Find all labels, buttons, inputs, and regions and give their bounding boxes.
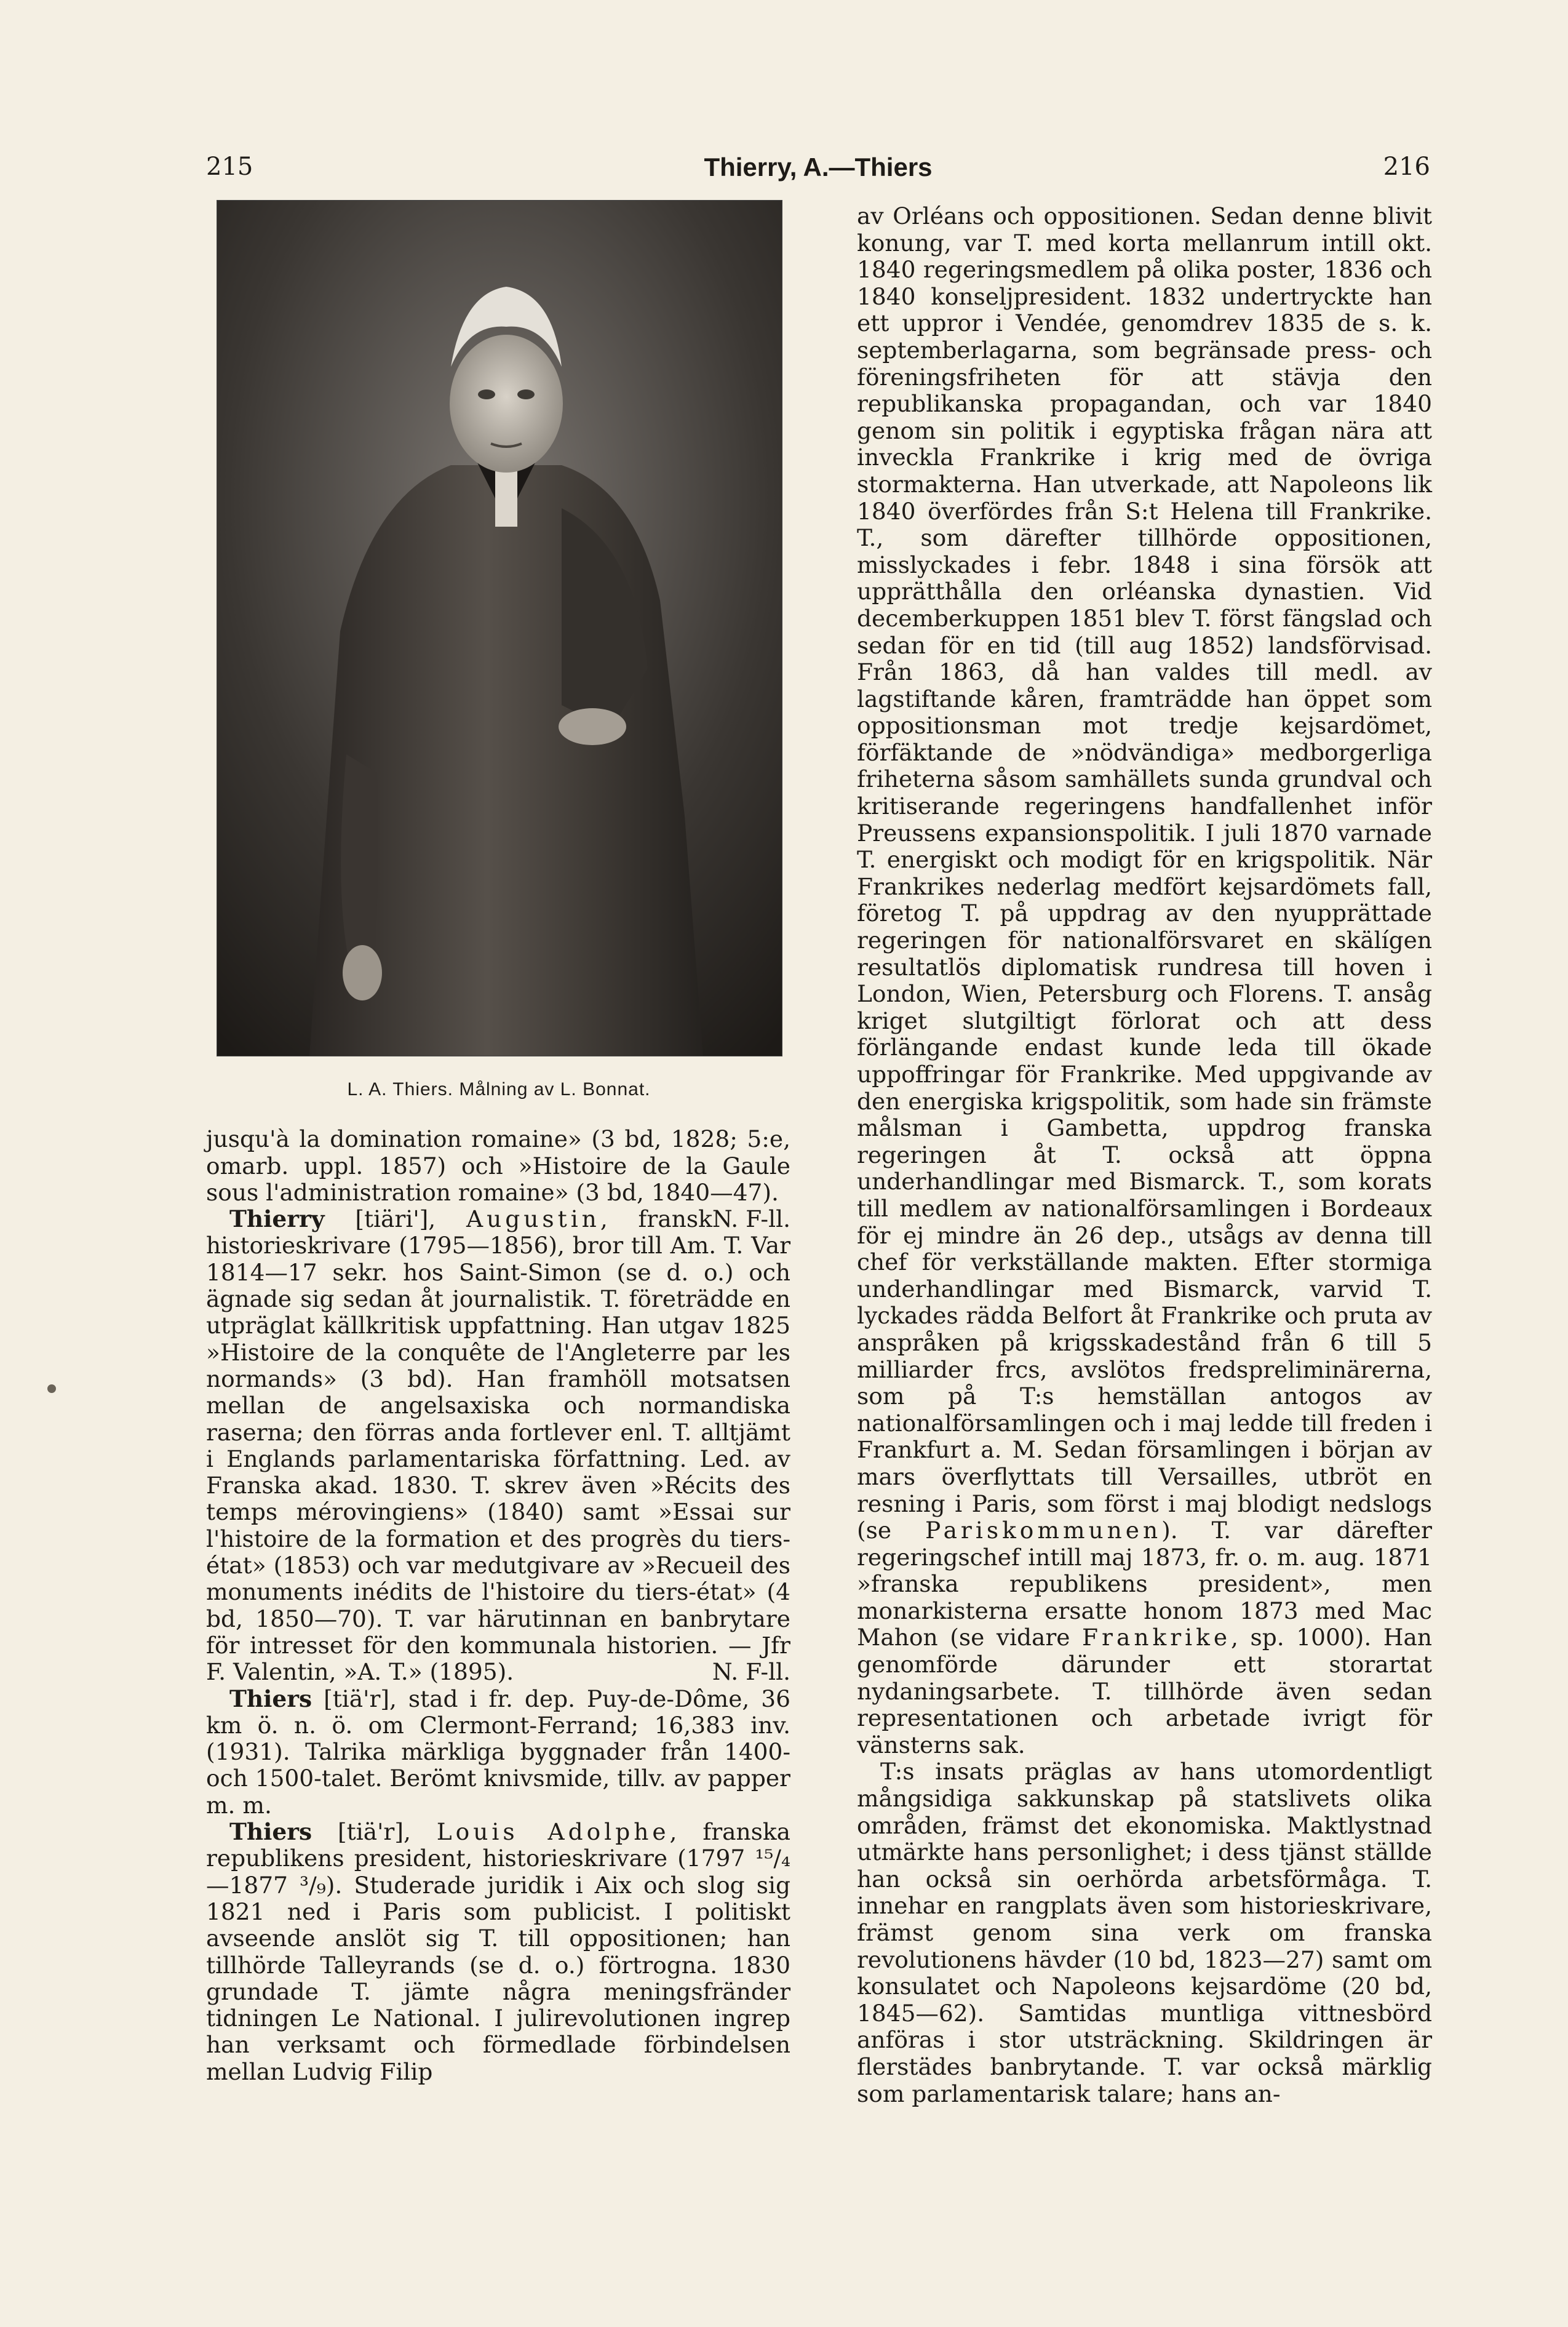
signature: N. F-ll.	[712, 1205, 790, 1233]
right-column	[857, 203, 1432, 2107]
margin-dot	[47, 1384, 56, 1393]
paragraph-text: ). T. var därefter regeringschef intill maj 1873, fr. o. m. aug. 1871 »franska republikens president», men monarkisterna ersatte honom 1873 med Mac Mahon (se vidare	[857, 1517, 1432, 1651]
headword: Thiers	[229, 1685, 312, 1712]
left-column	[206, 200, 790, 2085]
entry-text: , franska republikens president, historieskrivare (1797 ¹⁵/₄—1877 ³/₉). Studerade juridik i Aix och slog sig 1821 ned i Paris som publicist. I politiskt avseende anslöt sig T. till oppositionen; han tillhörde Talleyrands (se d. o.) förtrogna. 1830 grundade T. jämte några meningsfränder tidningen Le National. I julirevolutionen ingrep han verksamt och förmedlade förbindelsen mellan Ludvig Filip	[206, 1818, 790, 2085]
page-header	[206, 153, 1430, 190]
figure-caption: L. A. Thiers. Målning av L. Bonnat.	[347, 1079, 651, 1100]
paragraph: T:s insats präglas av hans utomordentligt mångsidiga sakkunskap på statslivets olika områden, främst det ekonomiska. Maktlystnad utmärkte hans personlighet; i dess tjänst ställde han också sin oerhörda arbetsförmåga. T. innehar en rangplats även som historieskrivare, främst genom sina verk om franska revolutionens hävder (10 bd, 1823—27) samt om konsulatet och Napoleons kejsardöme (20 bd, 1845—62). Samtidas muntliga vittnesbörd anföras i stor utsträckning. Skildringen är flerstädes banbrytande. T. var också märklig som parlamentarisk talare; hans an-	[857, 1758, 1432, 2107]
running-head: Thierry, A.—Thiers	[704, 153, 933, 182]
portrait-figure	[217, 200, 781, 1103]
paragraph-text: jusqu'à la domination romaine» (3 bd, 1828; 5:e, omarb. uppl. 1857) och »Histoire de la Gaule sous l'administration romaine» (3 bd, 1840—47).	[206, 1125, 790, 1206]
portrait-image	[217, 200, 782, 1056]
entry-text: , fransk historieskrivare (1795—1856), bror till Am. T. Var 1814—17 sekr. hos Saint-Simon (se d. o.) och ägnade sig sedan åt journalistik. T. företrädde en utpräglat källkritisk uppfattning. Han utgav 1825 »Histoire de la conquête de l'Angleterre par les normands» (3 bd). Han framhöll motsatsen mellan de angelsaxiska och normandiska raserna; den förras anda fortlever enl. T. alltjämt i Englands parlamentariska författning. Led. av Franska akad. 1830. T. skrev även »Récits des temps mérovingiens» (1840) samt »Essai sur l'histoire de la formation et des progrès du tiers-état» (1853) och var medutgivare av »Recueil des monuments inédits de l'histoire du tiers-état» (4 bd, 1850—70). T. var härutinnan en banbrytare för intresset för den kommunala historien. — Jfr F. Valentin, »A. T.» (1895).	[206, 1205, 790, 1686]
person-name: Louis Adolphe	[436, 1818, 670, 1846]
page-number-left: 215	[206, 153, 253, 181]
person-name: Augustin	[466, 1205, 600, 1233]
pronunciation: [tiäri'],	[324, 1205, 466, 1233]
paragraph-text: av Orléans och oppositionen. Sedan denne blivit konung, var T. med korta mellanrum intill okt. 1840 regeringsmedlem på olika poster, 1836 och 1840 konseljpresident. 1832 undertryckte han ett uppror i Vendée, genomdrev 1835 de s. k. septemberlagarna, som begränsade press- och föreningsfriheten för att stävja den republikanska propagandan, och var 1840 genom sin politik i egyptiska frågan nära att inveckla Frankrike i krig med de övriga stormakterna. Han utverkade, att Napoleons lik 1840 överfördes från S:t Helena till Frankrike. T., som därefter tillhörde oppositionen, misslyckades i febr. 1848 i sina försök att upprätthålla den orléanska dynastien. Vid decemberkuppen 1851 blev T. först fängslad och sedan för en tid (till aug 1852) landsförvisad. Från 1863, då han valdes till medl. av lagstiftande kåren, framträdde han öppet som oppositionsman mot tredje kejsardömet, förfäktande de »nödvändiga» medborgerliga friheterna såsom samhällets sunda grundval och kritiserande regeringens handfallenhet inför Preussens expansionspolitik. I juli 1870 varnade T. energiskt och modigt för en krigspolitik. När Frankrikes nederlag medfört kejsardömets fall, företog T. på uppdrag av den nyupprättade regeringen för nationalförsvaret en skälígen resultatlös diplomatisk rundresa till hoven i London, Wien, Petersburg och Florens. T. ansåg kriget slutgiltigt förlorat och att dess förlängande endast kunde leda till ökade uppoffringar för Frankrike. Med uppgivande av den energiska krigspolitik, som hade sin främste målsman i Gambetta, uppdrog franska regeringen åt T. också att öppna underhandlingar med Bismarck. T., som korats till medlem av nationalförsamlingen i Bordeaux för ej mindre än 26 dep., utsågs av denna till chef för verkställande makten. Efter stormiga underhandlingar med Bismarck, varvid T. lyckades rädda Belfort åt Frankrike och pruta av anspråken på krigsskadestånd från 6 till 5 milliarder frcs, avslötos fredspreliminärerna, som på T:s hemställan antogos av nationalförsamlingen och i maj ledde till freden i Frankfurt a. M. Sedan församlingen i början av mars överflyttats till Versailles, utbröt en resning i Paris, som först i maj blodigt nedslogs (se	[857, 202, 1432, 1544]
signature: N. F-ll.	[712, 1658, 790, 1686]
pronunciation: [tiä'r],	[312, 1818, 437, 1846]
entry-thierry-augustin	[206, 1206, 790, 1685]
entry-thiers-louis-adolphe	[206, 1819, 790, 2085]
paragraph-text: , sp. 1000). Han genomförde därunder ett storartat nydaningsarbete. T. tillhörde även sedan representationen och arbetade ivrigt för vänsterns sak.	[857, 1624, 1432, 1758]
cross-reference: Pariskommunen	[925, 1517, 1162, 1544]
entry-thiers-town	[206, 1686, 790, 1819]
entry-text: [tiä'r], stad i fr. dep. Puy-de-Dôme, 36 km ö. n. ö. om Clermont-Ferrand; 16,383 inv. (1931). Talrika märkliga byggnader från 1400- och 1500-talet. Berömt knivsmide, tillv. av papper m. m.	[206, 1685, 790, 1819]
paragraph-continuation	[857, 203, 1432, 1758]
cross-reference: Frankrike	[1082, 1624, 1232, 1651]
headword: Thierry	[229, 1205, 325, 1233]
headword: Thiers	[229, 1818, 312, 1846]
page-number-right: 216	[1383, 153, 1430, 181]
